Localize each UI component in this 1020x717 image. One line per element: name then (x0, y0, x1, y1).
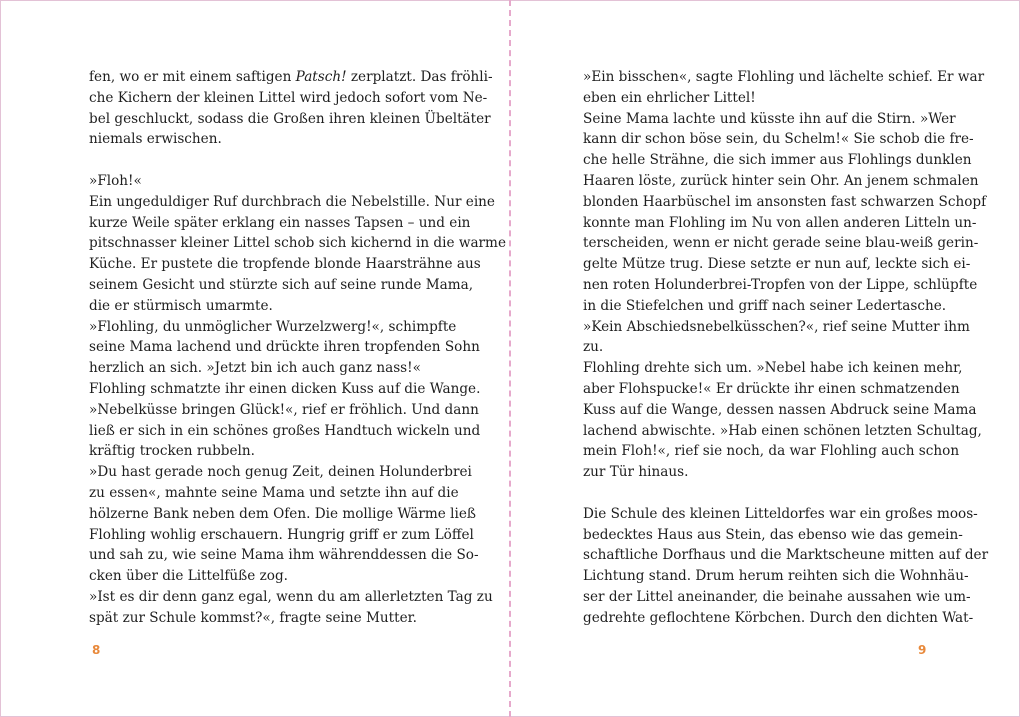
text-line: ser der Littel aneinander, die beinahe aussahen wie um- (583, 588, 971, 605)
text-line: »Ein bisschen«, sagte Flohling und lächelte schief. Er war (583, 69, 985, 85)
text-line: spät zur Schule kommst?«, fragte seine Mutter. (89, 609, 417, 626)
text-line: nen roten Holunderbrei-Tropfen von der Lippe, schlüpfte (583, 276, 978, 293)
text-line (89, 67, 493, 88)
page-number-right: 9 (918, 643, 927, 657)
text-line: zu essen«, mahnte seine Mama und setzte ihn auf die (89, 484, 459, 501)
text-line: »Du hast gerade noch genug Zeit, deinen Holunderbrei (89, 464, 472, 481)
text-line: in die Stiefelchen und griff nach seiner Ledertasche. (583, 297, 947, 314)
text-line: und sah zu, wie seine Mama ihm währenddessen die So- (89, 547, 479, 564)
text-line: blonden Haarbüschel im ansonsten fast schwarzen Schopf (583, 193, 987, 210)
text-line: che helle Strähne, die sich immer aus Flohlings dunklen (583, 152, 972, 169)
text-line: gedrehte geflochtene Körbchen. Durch den dichten Wat- (583, 609, 974, 626)
text-line: »Kein Abschiedsnebelküsschen?«, rief seine Mutter ihm (583, 318, 970, 335)
right-page-text (583, 67, 989, 629)
text-line: cken über die Littelfüße zog. (89, 568, 289, 585)
text-line: hölzerne Bank neben dem Ofen. Die mollige Wärme ließ (89, 505, 476, 522)
text-line: kurze Weile später erklang ein nasses Tapsen – und ein (89, 214, 471, 231)
text-line: seine Mama lachend und drückte ihren tropfenden Sohn (89, 339, 480, 356)
text-line: konnte man Flohling im Nu von allen anderen Litteln un- (583, 214, 977, 231)
text-line: Küche. Er pustete die tropfende blonde Haarsträhne aus (89, 256, 481, 273)
text-line: zur Tür hinaus. (583, 464, 689, 481)
text-line: ließ er sich in ein schönes großes Handtuch wickeln und (89, 422, 481, 439)
text-line: herzlich an sich. »Jetzt bin ich auch ganz nass!« (89, 360, 421, 377)
text-line: eben ein ehrlicher Littel! (583, 89, 756, 106)
text-line: kann dir schon böse sein, du Schelm!« Sie schob die fre- (583, 131, 974, 148)
text-line: »Flohling, du unmöglicher Wurzelzwerg!«, schimpfte (89, 318, 457, 335)
text-line: lachend abwischte. »Hab einen schönen letzten Schultag, (583, 422, 982, 439)
text-line: kräftig trocken rubbeln. (89, 443, 255, 460)
page-number-left: 8 (92, 643, 101, 657)
text-line: aber Flohspucke!« Er drückte ihr einen schmatzenden (583, 380, 960, 397)
gutter-divider (509, 0, 511, 717)
text-line: Seine Mama lachte und küsste ihn auf die Stirn. »Wer (583, 110, 956, 127)
text-line: Flohling schmatzte ihr einen dicken Kuss auf die Wange. (89, 380, 481, 397)
text-line: »Nebelküsse bringen Glück!«, rief er fröhlich. Und dann (89, 401, 479, 418)
emphasis-text: Patsch! (295, 69, 347, 85)
text-line: »Ist es dir denn ganz egal, wenn du am allerletzten Tag zu (89, 588, 493, 605)
text-line: die er stürmisch umarmte. (89, 297, 273, 314)
text-run: zerplatzt. Das fröhli- (346, 69, 493, 85)
paragraph-gap (89, 150, 441, 171)
text-line: »Floh!« (89, 172, 142, 189)
text-line: bedecktes Haus aus Stein, das ebenso wie das gemein- (583, 526, 963, 543)
text-line: pitschnasser kleiner Littel schob sich kichernd in die warme (89, 235, 506, 252)
text-line: gelte Mütze trug. Diese setzte er nun auf, leckte sich ei- (583, 256, 971, 273)
text-line: Flohling wohlig erschauern. Hungrig griff er zum Löffel (89, 526, 474, 543)
text-line: bel geschluckt, sodass die Großen ihren kleinen Übeltäter (89, 110, 491, 127)
text-line: Flohling drehte sich um. »Nebel habe ich keinen mehr, (583, 360, 963, 377)
text-line: mein Floh!«, rief sie noch, da war Flohling auch schon (583, 443, 960, 460)
text-run: fen, wo er mit einem saftigen (89, 69, 296, 85)
text-line: niemals erwischen. (89, 131, 222, 148)
text-line: che Kichern der kleinen Littel wird jedoch sofort vom Ne- (89, 89, 488, 106)
text-line: Lichtung stand. Drum herum reihten sich die Wohnhäu- (583, 568, 969, 585)
text-line: zu. (583, 339, 604, 356)
text-line: seinem Gesicht und stürzte sich auf seine runde Mama, (89, 276, 474, 293)
text-line: Die Schule des kleinen Litteldorfes war ein großes moos- (583, 505, 978, 522)
paragraph-gap (583, 483, 935, 504)
text-line: schaftliche Dorfhaus und die Marktscheune mitten auf der (583, 547, 989, 564)
left-page-text (89, 67, 506, 629)
text-line: Kuss auf die Wange, dessen nassen Abdruck seine Mama (583, 401, 977, 418)
text-line: Ein ungeduldiger Ruf durchbrach die Nebelstille. Nur eine (89, 193, 495, 210)
text-line: Haaren löste, zurück hinter sein Ohr. An jenem schmalen (583, 172, 979, 189)
text-line: terscheiden, wenn er nicht gerade seine blau-weiß gerin- (583, 235, 979, 252)
